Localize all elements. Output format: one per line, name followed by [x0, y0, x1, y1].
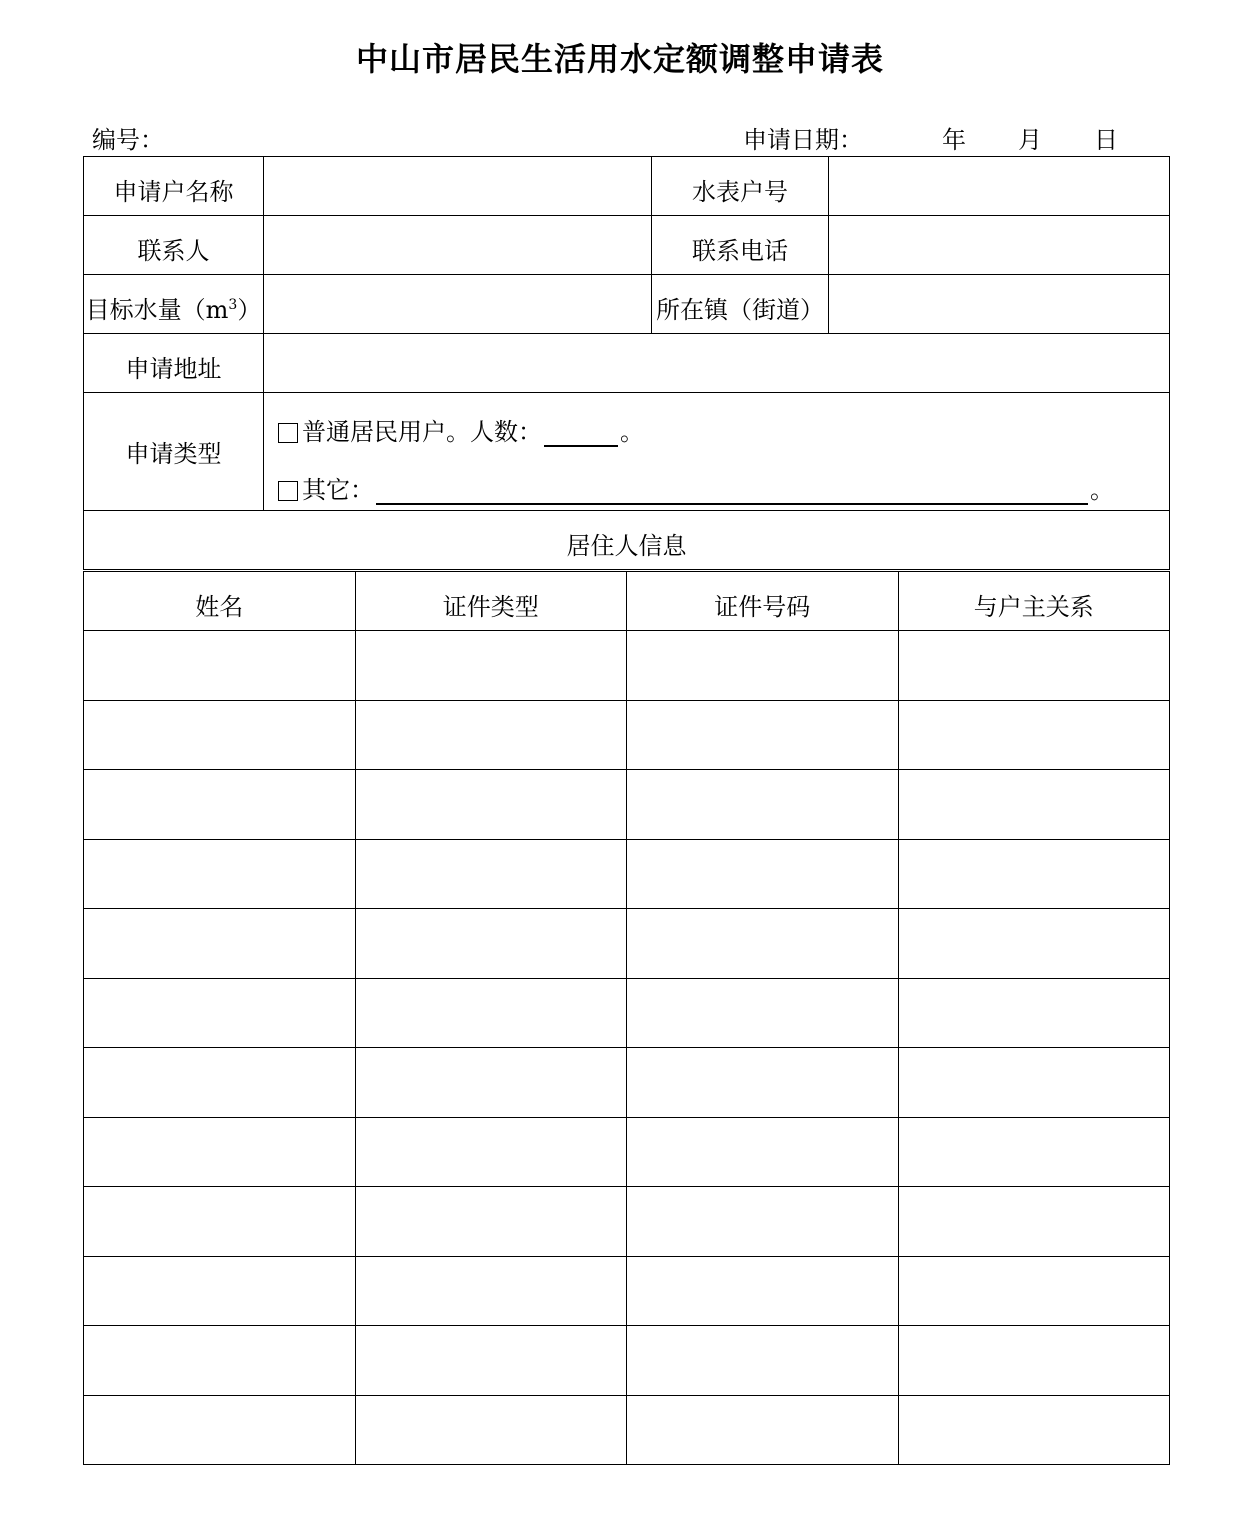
resident-relation-cell[interactable]	[898, 839, 1170, 909]
resident-id-number-cell[interactable]	[627, 1256, 899, 1326]
resident-name-cell[interactable]	[84, 978, 356, 1048]
other-type-blank[interactable]	[376, 479, 1088, 505]
resident-relation-cell[interactable]	[898, 631, 1170, 701]
table-row	[84, 1187, 1170, 1257]
address-field[interactable]	[264, 334, 1170, 393]
table-row	[84, 700, 1170, 770]
resident-id-type-cell[interactable]	[355, 1326, 627, 1396]
resident-id-type-cell[interactable]	[355, 1048, 627, 1118]
resident-id-number-cell[interactable]	[627, 909, 899, 979]
address-label: 申请地址	[84, 334, 264, 393]
resident-id-type-cell[interactable]	[355, 1187, 627, 1257]
resident-relation-cell[interactable]	[898, 978, 1170, 1048]
other-type-checkbox[interactable]	[278, 481, 298, 501]
resident-relation-cell[interactable]	[898, 1187, 1170, 1257]
residents-table	[83, 571, 1170, 1465]
type-label: 申请类型	[84, 393, 264, 511]
resident-name-cell[interactable]	[84, 700, 356, 770]
contact-field[interactable]	[264, 216, 652, 275]
table-row	[84, 1395, 1170, 1465]
target-volume-label: 目标水量$(m^3)$	[84, 275, 264, 334]
phone-field[interactable]	[829, 216, 1170, 275]
date-day: 日	[1094, 126, 1118, 154]
applicant-info-table	[83, 156, 1170, 570]
resident-name-cell[interactable]	[84, 839, 356, 909]
resident-id-number-cell[interactable]	[627, 839, 899, 909]
meter-no-label: 水表户号	[652, 157, 829, 216]
table-row	[84, 839, 1170, 909]
applicant-name-label: 申请户名称	[84, 157, 264, 216]
table-row	[84, 1256, 1170, 1326]
table-row	[84, 1326, 1170, 1396]
resident-id-number-cell[interactable]	[627, 1395, 899, 1465]
resident-id-type-cell[interactable]	[355, 909, 627, 979]
resident-id-number-cell[interactable]	[627, 631, 899, 701]
residents-section-title: 居住人信息	[84, 511, 1170, 570]
resident-name-cell[interactable]	[84, 770, 356, 840]
table-row	[84, 909, 1170, 979]
resident-id-type-cell[interactable]	[355, 700, 627, 770]
resident-count-blank[interactable]	[544, 421, 618, 447]
town-field[interactable]	[829, 275, 1170, 334]
resident-name-cell[interactable]	[84, 909, 356, 979]
resident-id-type-cell[interactable]	[355, 1117, 627, 1187]
option1-end: 。	[620, 418, 644, 446]
resident-id-type-cell[interactable]	[355, 1395, 627, 1465]
form-title: 中山市居民生活用水定额调整申请表	[355, 40, 884, 78]
resident-name-cell[interactable]	[84, 1326, 356, 1396]
resident-relation-cell[interactable]	[898, 909, 1170, 979]
resident-id-number-cell[interactable]	[627, 1117, 899, 1187]
resident-id-number-cell[interactable]	[627, 1187, 899, 1257]
resident-id-type-cell[interactable]	[355, 1256, 627, 1326]
date-month: 月	[1018, 126, 1042, 154]
date-label: 申请日期：	[743, 126, 863, 154]
table-row	[84, 1117, 1170, 1187]
code-label: 编号：	[92, 126, 164, 154]
resident-name-cell[interactable]	[84, 1117, 356, 1187]
table-row	[84, 978, 1170, 1048]
resident-relation-cell[interactable]	[898, 770, 1170, 840]
table-row	[84, 631, 1170, 701]
option2-end: 。	[1090, 476, 1114, 504]
resident-relation-cell[interactable]	[898, 700, 1170, 770]
resident-name-cell[interactable]	[84, 631, 356, 701]
resident-name-cell[interactable]	[84, 1048, 356, 1118]
resident-id-number-cell[interactable]	[627, 1048, 899, 1118]
resident-name-cell[interactable]	[84, 1187, 356, 1257]
resident-id-number-cell[interactable]	[627, 1326, 899, 1396]
resident-id-type-cell[interactable]	[355, 631, 627, 701]
resident-id-type-cell[interactable]	[355, 978, 627, 1048]
resident-name-cell[interactable]	[84, 1395, 356, 1465]
resident-relation-cell[interactable]	[898, 1048, 1170, 1118]
col-id-type-header: 证件类型	[355, 572, 627, 631]
resident-relation-cell[interactable]	[898, 1326, 1170, 1396]
resident-id-type-cell[interactable]	[355, 770, 627, 840]
col-name-header: 姓名	[84, 572, 356, 631]
table-row	[84, 1048, 1170, 1118]
target-volume-field[interactable]	[264, 275, 652, 334]
other-type-label: 其它：	[302, 476, 374, 504]
contact-label: 联系人	[84, 216, 264, 275]
col-id-number-header: 证件号码	[627, 572, 899, 631]
resident-id-number-cell[interactable]	[627, 770, 899, 840]
resident-id-number-cell[interactable]	[627, 978, 899, 1048]
resident-relation-cell[interactable]	[898, 1117, 1170, 1187]
col-relation-header: 与户主关系	[898, 572, 1170, 631]
ordinary-resident-label: 普通居民用户。人数：	[302, 418, 542, 446]
date-year: 年	[942, 126, 966, 154]
resident-relation-cell[interactable]	[898, 1395, 1170, 1465]
applicant-name-field[interactable]	[264, 157, 652, 216]
type-options	[264, 393, 1170, 511]
resident-id-type-cell[interactable]	[355, 839, 627, 909]
table-row	[84, 770, 1170, 840]
ordinary-resident-checkbox[interactable]	[278, 423, 298, 443]
meter-no-field[interactable]	[829, 157, 1170, 216]
resident-relation-cell[interactable]	[898, 1256, 1170, 1326]
resident-name-cell[interactable]	[84, 1256, 356, 1326]
resident-id-number-cell[interactable]	[627, 700, 899, 770]
town-label: 所在镇（街道）	[652, 275, 829, 334]
phone-label: 联系电话	[652, 216, 829, 275]
